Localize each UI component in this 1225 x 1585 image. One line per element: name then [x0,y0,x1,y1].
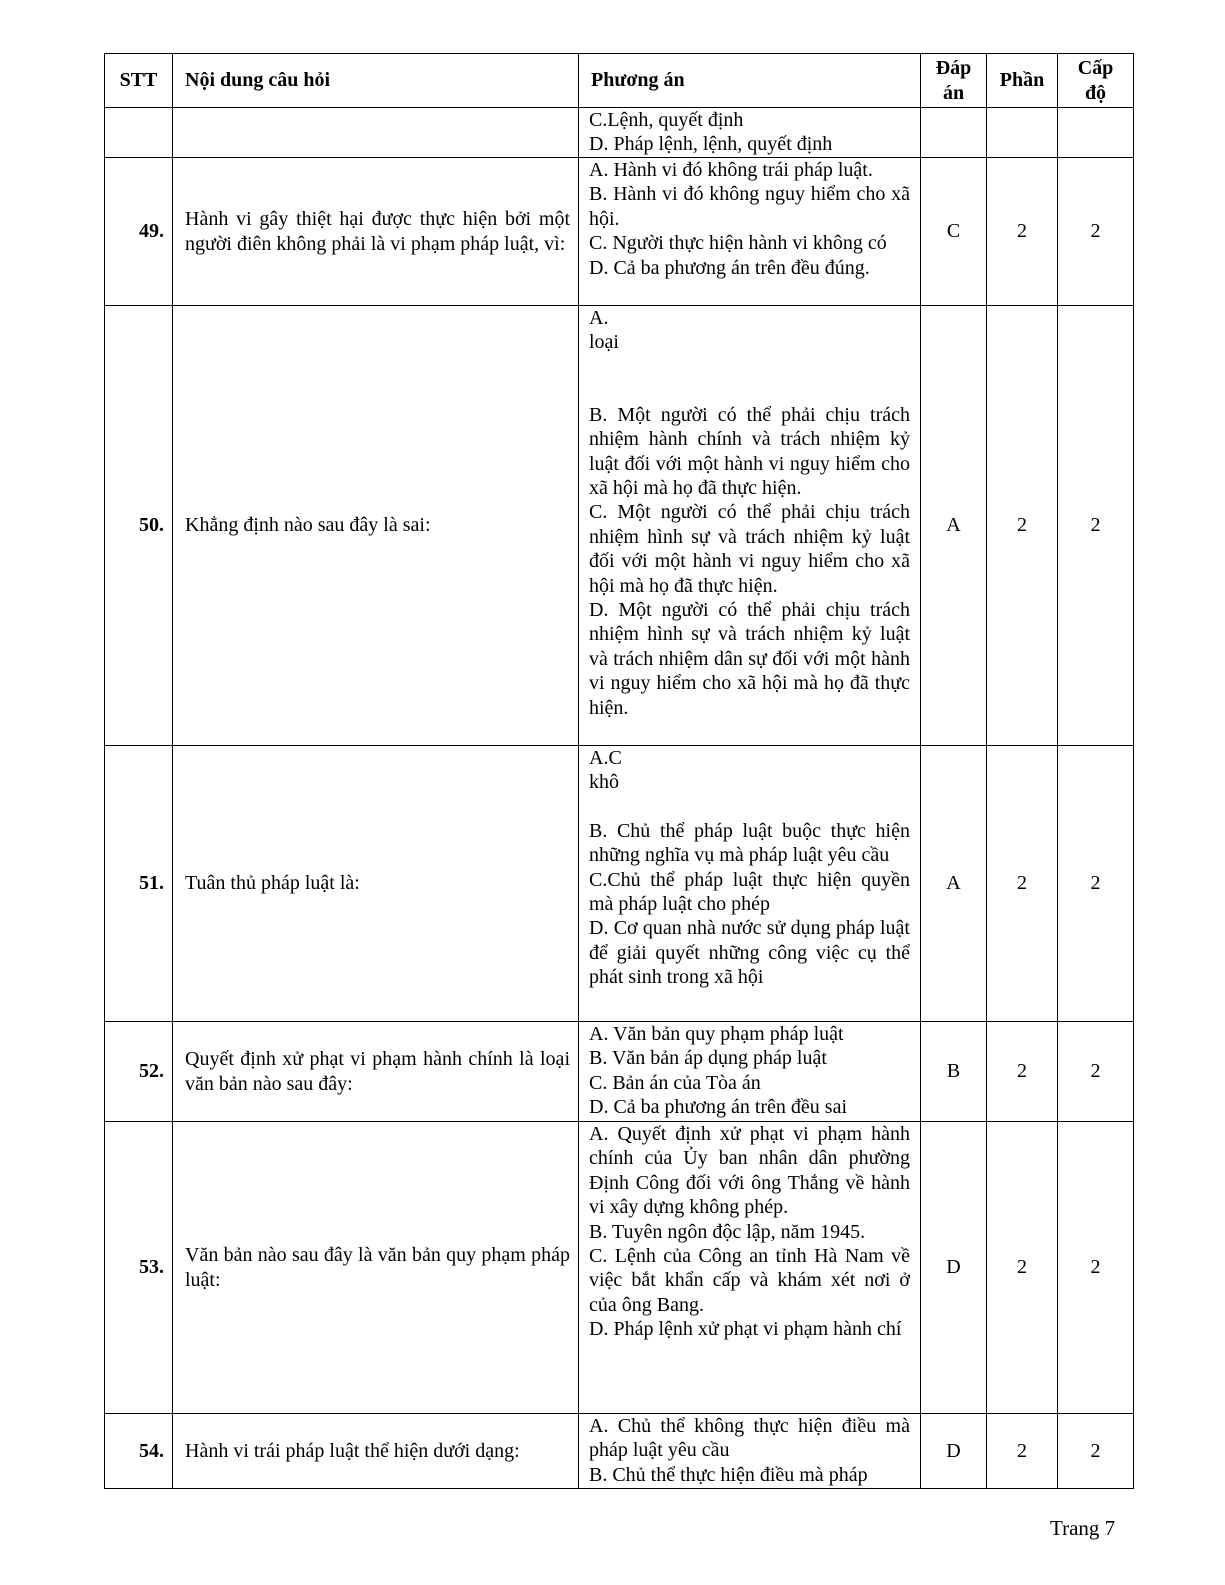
cell-part [987,108,1058,158]
option-b: B. Một người có thể phải chịu trách nhiệm hành chính và trách nhiệm kỷ luật đối với một hành vi nguy hiểm cho xã hội mà họ đã thực hiện. [589,403,910,500]
question-number: 54. [105,1414,173,1489]
cell-content [173,108,579,158]
header-part: Phần [987,54,1058,108]
cell-options [579,306,921,746]
question-content: Tuân thủ pháp luật là: [173,746,579,1022]
table-row-continuation [105,108,1134,158]
question-number: 50. [105,306,173,746]
header-content: Nội dung câu hỏi [173,54,579,108]
option-d: D. Một người có thể phải chịu trách nhiệm hình sự và trách nhiệm kỷ luật và trách nhiệm dân sự đối với một hành vi nguy hiểm cho xã hội mà họ đã thực hiện. [589,599,910,719]
part: 2 [987,1414,1058,1489]
answer: D [921,1414,987,1489]
option-b: B. Hành vi đó không nguy hiểm cho xã hội. [589,183,910,230]
question-content: Khẳng định nào sau đây là sai: [173,306,579,746]
header-row [105,54,1134,108]
header-answer [921,54,987,108]
option-d: D. Cơ quan nhà nước sử dụng pháp luật để giải quyết những công việc cụ thể phát sinh trong xã hội [589,917,910,989]
question-content: Văn bản nào sau đây là văn bản quy phạm pháp luật: [173,1122,579,1414]
header-options: Phương án [579,54,921,108]
header-stt: STT [105,54,173,108]
table-row [105,158,1134,306]
option-d: D. Cả ba phương án trên đều đúng. [589,256,870,279]
cell-options [579,746,921,1022]
option-a-cont: loại [589,331,619,354]
part: 2 [987,158,1058,306]
question-number: 52. [105,1022,173,1122]
header-level-line1: Cấp [1077,57,1114,80]
option-a: A. Quyết định xử phạt vi phạm hành chính của Ủy ban nhân dân phường Định Công đối với ông Thắng về hành vi xây dựng không phép. [589,1123,910,1219]
cell-options [579,158,921,306]
cell-options [579,1122,921,1414]
option-a: A. [589,307,609,329]
cell-options [579,1414,921,1489]
cell-options [579,108,921,158]
cell-level [1058,108,1134,158]
question-number: 49. [105,158,173,306]
answer: A [921,306,987,746]
option-c: C. Lệnh của Công an tỉnh Hà Nam về việc bắt khẩn cấp và khám xét nơi ở của ông Bang. [589,1245,910,1316]
part: 2 [987,1122,1058,1414]
option-d: D. Pháp lệnh, lệnh, quyết định [589,133,833,156]
question-number: 53. [105,1122,173,1414]
table-row [105,1122,1134,1414]
question-number: 51. [105,746,173,1022]
answer: D [921,1122,987,1414]
header-answer-line1: Đáp [935,57,972,80]
table-row [105,1022,1134,1122]
level: 2 [1058,1022,1134,1122]
option-a: A. Hành vi đó không trái pháp luật. [589,159,873,181]
level: 2 [1058,1414,1134,1489]
cell-number [105,108,173,158]
answer: A [921,746,987,1022]
cell-options [579,1022,921,1122]
option-b: B. Văn bản áp dụng pháp luật [589,1047,827,1070]
table-row [105,1414,1134,1489]
option-c: C. Bản án của Tòa án [589,1071,761,1094]
answer: C [921,158,987,306]
option-a: A.C [589,747,622,769]
level: 2 [1058,1122,1134,1414]
cell-answer [921,108,987,158]
level: 2 [1058,158,1134,306]
header-level-line2: độ [1084,81,1107,104]
questions-table [104,53,1134,1489]
part: 2 [987,306,1058,746]
option-a: A. Văn bản quy phạm pháp luật [589,1023,844,1045]
option-c: C.Chủ thể pháp luật thực hiện quyền mà pháp luật cho phép [589,868,910,916]
option-b: B. Chủ thể pháp luật buộc thực hiện những nghĩa vụ mà pháp luật yêu cầu [589,819,910,867]
option-b: B. Tuyên ngôn độc lập, năm 1945. [589,1220,866,1243]
level: 2 [1058,306,1134,746]
answer: B [921,1022,987,1122]
part: 2 [987,746,1058,1022]
question-content: Hành vi gây thiệt hại được thực hiện bởi một người điên không phải là vi phạm pháp luật, vì: [173,158,579,306]
option-d: D. Pháp lệnh xử phạt vi phạm hành chí [589,1318,902,1341]
question-content: Quyết định xử phạt vi phạm hành chính là loại văn bản nào sau đây: [173,1022,579,1122]
table-row [105,746,1134,1022]
option-d: D. Cả ba phương án trên đều sai [589,1096,848,1119]
question-content: Hành vi trái pháp luật thể hiện dưới dạng: [173,1414,579,1489]
option-b: B. Chủ thể thực hiện điều mà pháp [589,1463,868,1486]
option-a-cont: khô [589,771,619,794]
page-number: Trang 7 [1050,1516,1116,1540]
option-c: C.Lệnh, quyết định [589,109,744,131]
option-c: C. Một người có thể phải chịu trách nhiệm hình sự và trách nhiệm kỷ luật đối với một hành vi nguy hiểm cho xã hội mà họ đã thực hiện. [589,501,910,597]
table-row [105,306,1134,746]
header-level [1058,54,1134,108]
header-answer-line2: án [942,81,965,104]
option-a: A. Chủ thể không thực hiện điều mà pháp luật yêu cầu [589,1415,910,1462]
level: 2 [1058,746,1134,1022]
part: 2 [987,1022,1058,1122]
option-c: C. Người thực hiện hành vi không có [589,232,887,255]
